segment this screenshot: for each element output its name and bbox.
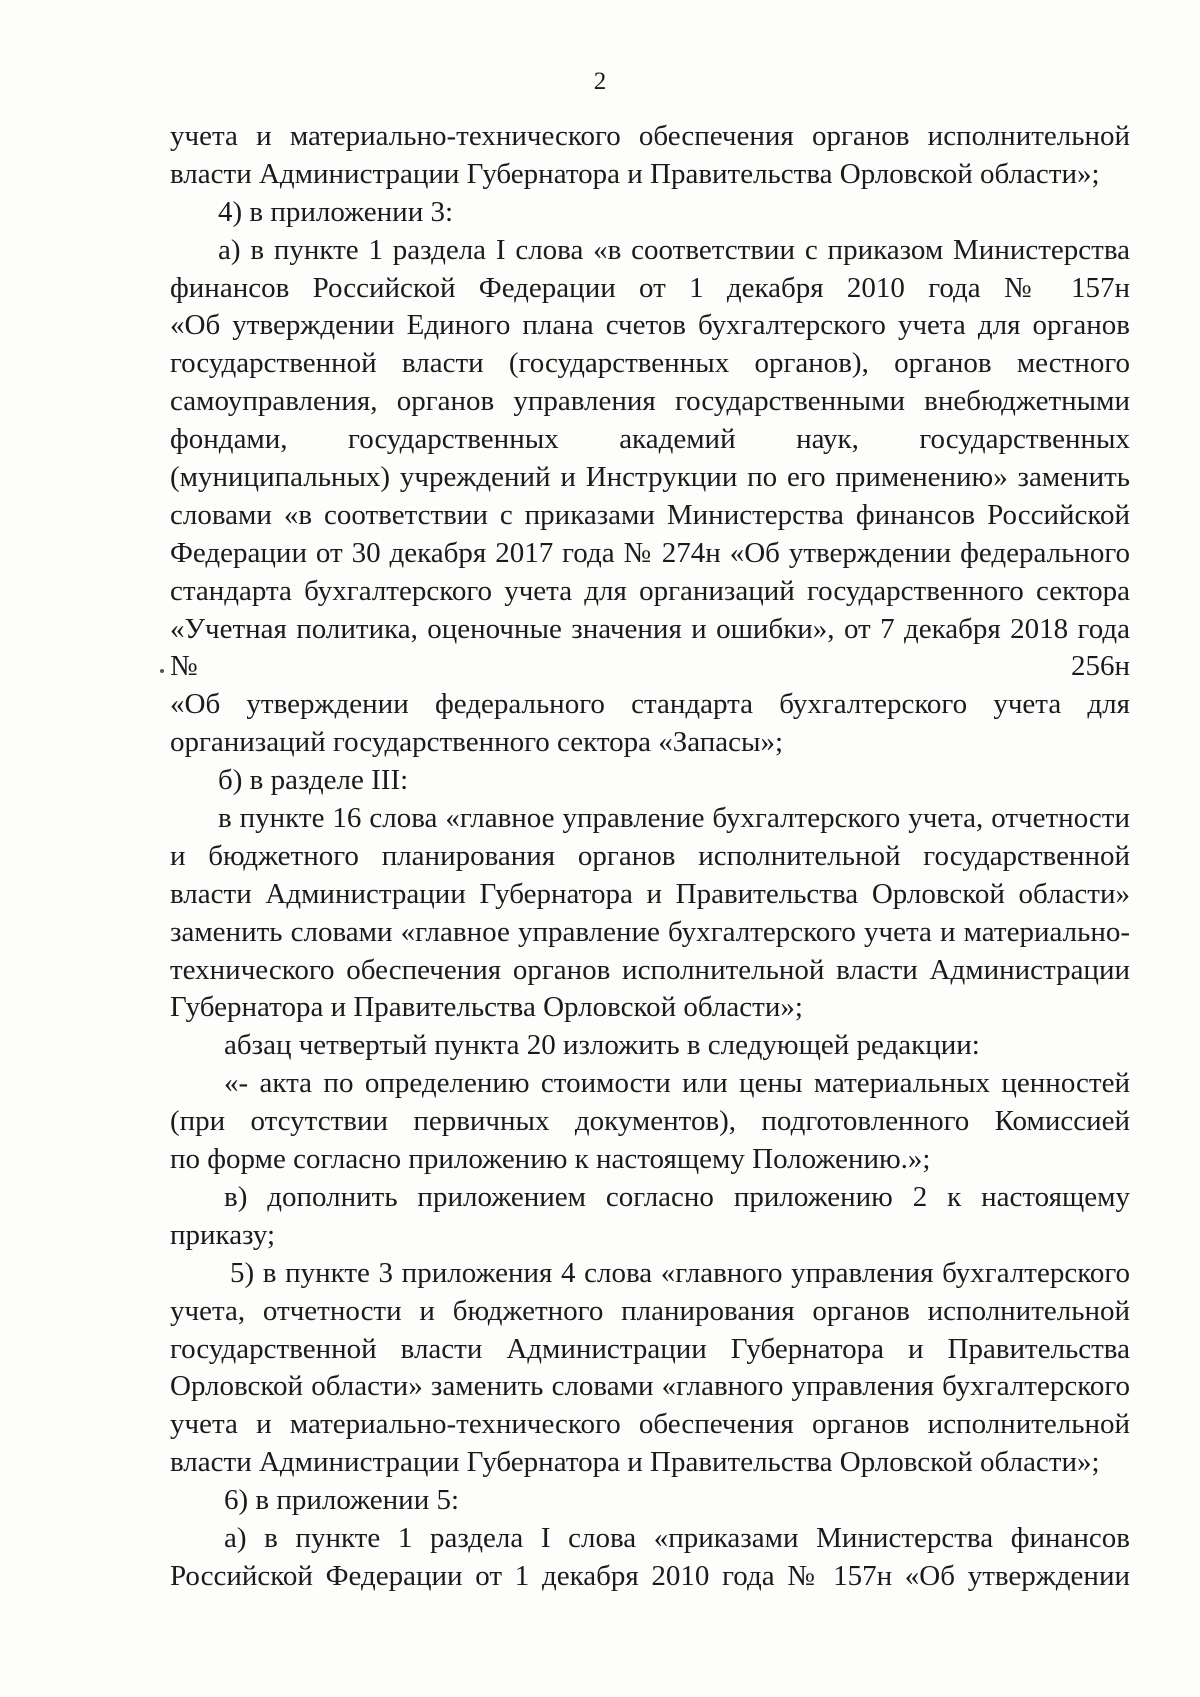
text-line: организаций государственного сектора «Запасы»;	[170, 726, 784, 759]
text-line: а) в пункте 1 раздела I слова «приказами Министерства финансов	[224, 1521, 1130, 1554]
text-line: в пункте 16 слова «главное управление бухгалтерского учета, отчетности	[218, 802, 1130, 835]
text-line: «Учетная политика, оценочные значения и ошибки», от 7 декабря 2018 года	[170, 612, 1130, 645]
text-line: 4) в приложении 3:	[218, 195, 454, 228]
split-line	[170, 648, 1130, 686]
text-line: Федерации от 30 декабря 2017 года № 274н «Об утверждении федерального	[170, 536, 1130, 569]
text-line: «Об утверждении федерального стандарта бухгалтерского учета для	[170, 688, 1130, 721]
text-line: заменить словами «главное управление бухгалтерского учета и материально-	[170, 915, 1130, 948]
text-line: финансов Российской Федерации от 1 декабря 2010 года № 157н	[170, 271, 1130, 304]
page-number: 2	[593, 68, 607, 95]
text-line: 5) в пункте 3 приложения 4 слова «главного управления бухгалтерского	[230, 1256, 1130, 1289]
text-line: учета, отчетности и бюджетного планирования органов исполнительной	[170, 1294, 1130, 1327]
text-line: а) в пункте 1 раздела I слова «в соответствии с приказом Министерства	[218, 233, 1130, 266]
text-line: власти Администрации Губернатора и Правительства Орловской области»;	[170, 1446, 1100, 1479]
text-line: учета и материально-технического обеспечения органов исполнительной	[170, 120, 1130, 152]
number-sign: №	[170, 650, 198, 683]
order-number: 256н	[1070, 650, 1130, 683]
text-line: словами «в соответствии с приказами Министерства финансов Российской	[170, 498, 1130, 531]
text-line: фондами, государственных академий наук, государственных	[170, 423, 1130, 456]
text-line: по форме согласно приложению к настоящему Положению.»;	[170, 1143, 931, 1176]
text-line: Орловской области» заменить словами «главного управления бухгалтерского	[170, 1370, 1130, 1403]
text-line: самоуправления, органов управления государственными внебюджетными	[170, 385, 1130, 418]
text-line: б) в разделе III:	[218, 764, 409, 797]
text-line: 6) в приложении 5:	[224, 1484, 460, 1517]
text-line: Российской Федерации от 1 декабря 2010 года № 157н «Об утверждении	[170, 1559, 1130, 1592]
text-line: (при отсутствии первичных документов), подготовленного Комиссией	[170, 1105, 1130, 1138]
text-line: «- акта по определению стоимости или цены материальных ценностей	[224, 1067, 1130, 1100]
text-line: «Об утверждении Единого плана счетов бухгалтерского учета для органов	[170, 309, 1130, 342]
text-line: стандарта бухгалтерского учета для организаций государственного сектора	[170, 574, 1130, 607]
text-line: приказу;	[170, 1218, 276, 1251]
text-line: учета и материально-технического обеспечения органов исполнительной	[170, 1408, 1130, 1441]
text-line: и бюджетного планирования органов исполнительной государственной	[170, 839, 1130, 872]
document-body	[170, 118, 1130, 1596]
text-line: абзац четвертый пункта 20 изложить в следующей редакции:	[224, 1029, 980, 1062]
text-line: технического обеспечения органов исполнительной власти Администрации	[170, 953, 1130, 986]
text-line: Губернатора и Правительства Орловской области»;	[170, 991, 803, 1024]
text-line: власти Администрации Губернатора и Правительства Орловской области»;	[170, 157, 1100, 190]
scan-speck	[160, 669, 164, 673]
text-line: власти Администрации Губернатора и Правительства Орловской области»	[170, 877, 1130, 910]
text-line: государственной власти Администрации Губернатора и Правительства	[170, 1332, 1130, 1365]
text-line: в) дополнить приложением согласно приложению 2 к настоящему	[224, 1180, 1130, 1213]
text-line: государственной власти (государственных органов), органов местного	[170, 347, 1130, 380]
text-line: (муниципальных) учреждений и Инструкции по его применению» заменить	[170, 461, 1130, 494]
